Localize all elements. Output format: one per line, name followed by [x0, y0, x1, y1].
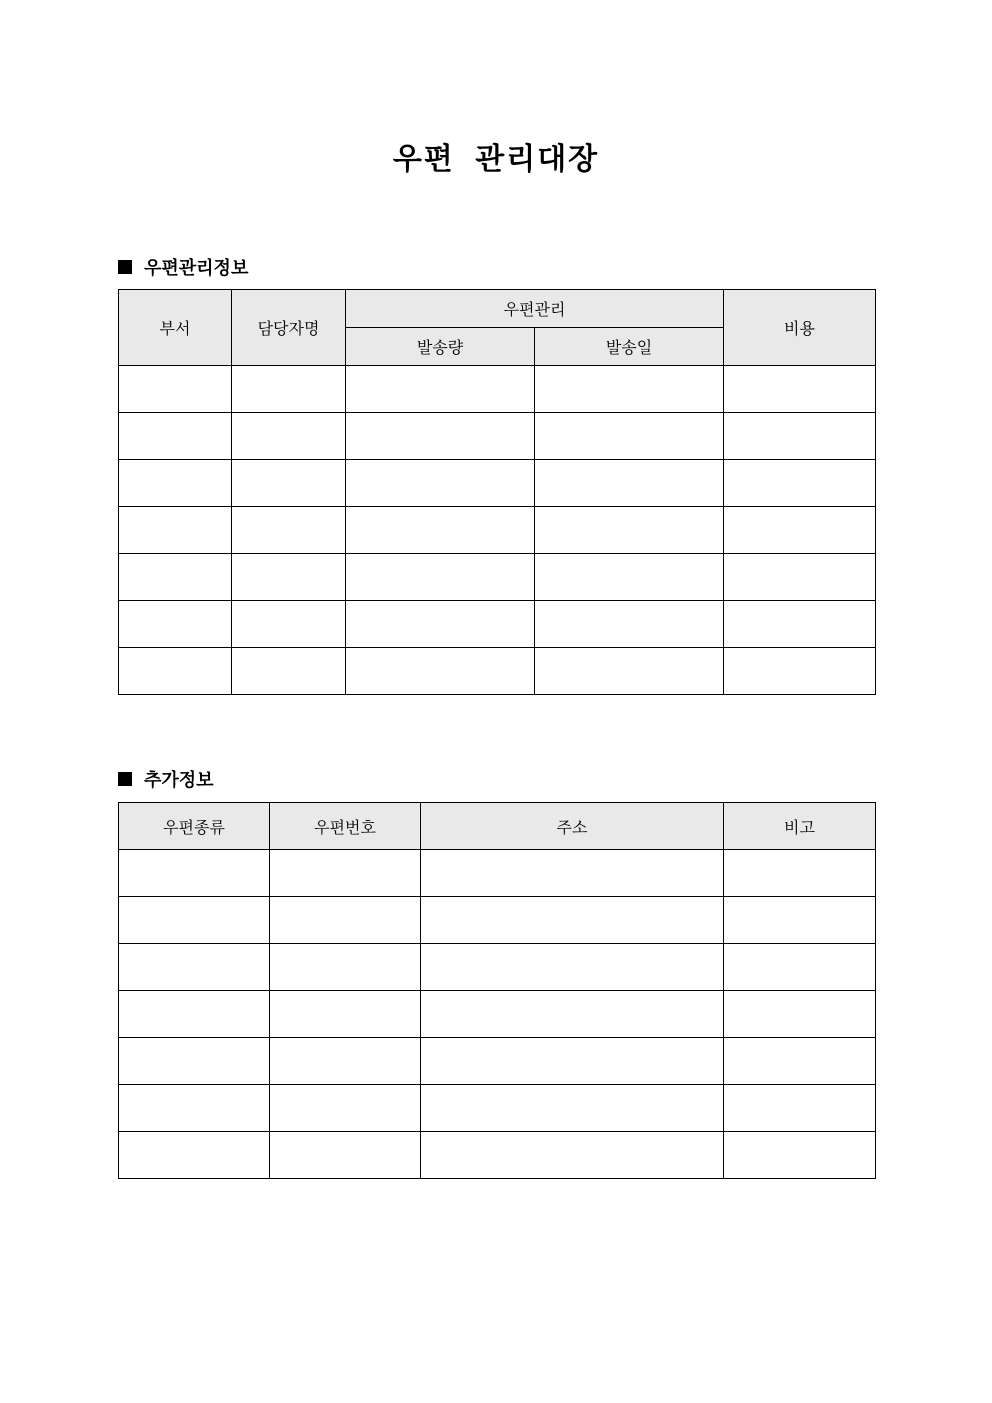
mail-info-cell[interactable]	[346, 554, 535, 601]
additional-info-cell[interactable]	[119, 1085, 270, 1132]
mail-info-cell[interactable]	[346, 413, 535, 460]
mail-info-table-body	[119, 366, 876, 695]
additional-info-cell[interactable]	[421, 897, 724, 944]
header-send-volume: 발송량	[346, 328, 535, 366]
additional-info-cell[interactable]	[270, 944, 421, 991]
additional-info-cell[interactable]	[270, 897, 421, 944]
mail-info-cell[interactable]	[346, 648, 535, 695]
mail-info-cell[interactable]	[232, 648, 346, 695]
header-postal-code: 우편번호	[270, 803, 421, 850]
table-row	[119, 991, 876, 1038]
mail-info-cell[interactable]	[535, 554, 724, 601]
header-mail-management: 우편관리	[346, 290, 724, 328]
table-row	[119, 1085, 876, 1132]
additional-info-cell[interactable]	[270, 991, 421, 1038]
additional-info-table	[118, 802, 876, 1179]
mail-info-cell[interactable]	[724, 366, 876, 413]
table-row	[119, 944, 876, 991]
mail-info-cell[interactable]	[119, 413, 232, 460]
square-bullet-icon	[118, 260, 132, 274]
additional-info-cell[interactable]	[421, 1085, 724, 1132]
additional-info-table-body	[119, 850, 876, 1179]
table-row	[119, 601, 876, 648]
additional-info-cell[interactable]	[270, 1038, 421, 1085]
additional-info-cell[interactable]	[421, 1038, 724, 1085]
table-row	[119, 648, 876, 695]
mail-info-cell[interactable]	[232, 554, 346, 601]
table-row	[119, 507, 876, 554]
mail-info-cell[interactable]	[724, 460, 876, 507]
mail-info-cell[interactable]	[232, 413, 346, 460]
additional-info-cell[interactable]	[724, 1132, 876, 1179]
additional-info-cell[interactable]	[270, 1132, 421, 1179]
section-heading-mail-info	[118, 254, 248, 280]
additional-info-cell[interactable]	[724, 991, 876, 1038]
mail-info-cell[interactable]	[535, 648, 724, 695]
mail-info-cell[interactable]	[119, 601, 232, 648]
mail-info-cell[interactable]	[346, 601, 535, 648]
header-address: 주소	[421, 803, 724, 850]
square-bullet-icon	[118, 772, 132, 786]
additional-info-cell[interactable]	[421, 850, 724, 897]
section-heading-label: 추가정보	[144, 770, 214, 791]
table-row	[119, 554, 876, 601]
table-row	[119, 897, 876, 944]
table-row	[119, 366, 876, 413]
additional-info-cell[interactable]	[724, 850, 876, 897]
mail-info-cell[interactable]	[535, 507, 724, 554]
mail-info-cell[interactable]	[346, 460, 535, 507]
mail-info-cell[interactable]	[724, 601, 876, 648]
section-heading-label: 우편관리정보	[144, 258, 249, 279]
table-row	[119, 460, 876, 507]
page-title: 우편 관리대장	[392, 142, 600, 177]
additional-info-cell[interactable]	[724, 944, 876, 991]
section-heading-additional-info	[118, 766, 214, 792]
mail-info-cell[interactable]	[724, 413, 876, 460]
mail-info-cell[interactable]	[232, 460, 346, 507]
mail-info-cell[interactable]	[119, 460, 232, 507]
additional-info-cell[interactable]	[421, 991, 724, 1038]
mail-info-cell[interactable]	[724, 648, 876, 695]
header-send-date: 발송일	[535, 328, 724, 366]
additional-info-cell[interactable]	[119, 1038, 270, 1085]
table-row	[119, 413, 876, 460]
additional-info-cell[interactable]	[119, 944, 270, 991]
additional-info-cell[interactable]	[270, 1085, 421, 1132]
additional-info-cell[interactable]	[421, 944, 724, 991]
mail-info-cell[interactable]	[232, 507, 346, 554]
additional-info-cell[interactable]	[724, 897, 876, 944]
table-row	[119, 850, 876, 897]
mail-info-cell[interactable]	[346, 366, 535, 413]
mail-info-cell[interactable]	[535, 413, 724, 460]
additional-info-cell[interactable]	[119, 897, 270, 944]
mail-info-table	[118, 289, 876, 695]
table-row	[119, 1132, 876, 1179]
mail-info-cell[interactable]	[119, 366, 232, 413]
additional-info-cell[interactable]	[724, 1038, 876, 1085]
mail-info-cell[interactable]	[232, 601, 346, 648]
mail-info-cell[interactable]	[119, 648, 232, 695]
header-remarks: 비고	[724, 803, 876, 850]
additional-info-cell[interactable]	[421, 1132, 724, 1179]
mail-info-cell[interactable]	[119, 507, 232, 554]
header-person-in-charge: 담당자명	[232, 290, 346, 366]
header-cost: 비용	[724, 290, 876, 366]
mail-info-cell[interactable]	[535, 460, 724, 507]
additional-info-cell[interactable]	[119, 1132, 270, 1179]
additional-info-cell[interactable]	[119, 991, 270, 1038]
mail-info-cell[interactable]	[535, 601, 724, 648]
additional-info-cell[interactable]	[270, 850, 421, 897]
table-row	[119, 1038, 876, 1085]
mail-info-cell[interactable]	[724, 554, 876, 601]
mail-info-cell[interactable]	[535, 366, 724, 413]
mail-info-cell[interactable]	[724, 507, 876, 554]
mail-info-cell[interactable]	[346, 507, 535, 554]
mail-info-cell[interactable]	[232, 366, 346, 413]
additional-info-cell[interactable]	[724, 1085, 876, 1132]
additional-info-cell[interactable]	[119, 850, 270, 897]
header-mail-type: 우편종류	[119, 803, 270, 850]
mail-info-cell[interactable]	[119, 554, 232, 601]
header-department: 부서	[119, 290, 232, 366]
